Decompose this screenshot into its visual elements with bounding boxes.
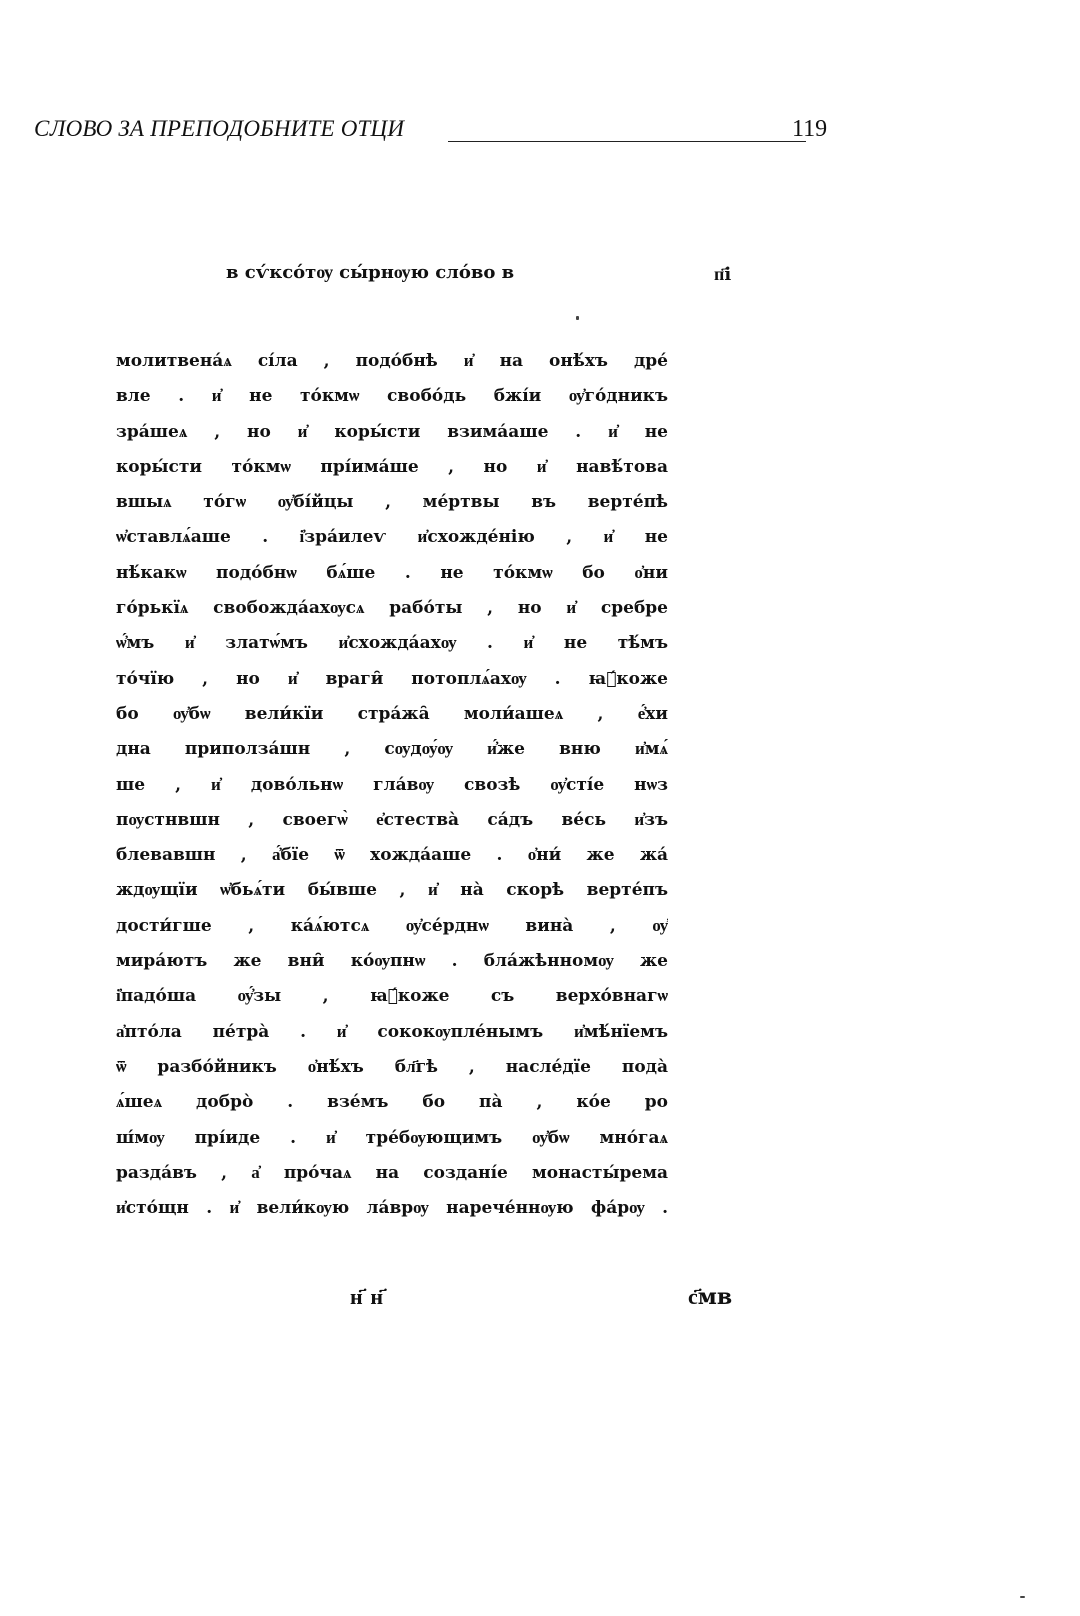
folio-header xyxy=(120,262,760,302)
text-line: дна приполза́шн , сѹдѹ́ѹ и҆́же вню и҆мѧ́ xyxy=(116,739,668,760)
text-line: і҆падо́ша ѹ҆́зы , ꙗ҆́коже съ верхо́внагѡ xyxy=(116,986,668,1007)
running-head xyxy=(34,114,834,154)
text-line: вле . и҆ не то́кмѡ свобо́дь бжі́и ѹ҆го́дникъ xyxy=(116,386,668,407)
text-line: пѹстнвшн , своегѡ̀ е҆стества̀ са́дъ ве́сь и҆зъ xyxy=(116,809,668,830)
text-line: бо ѹ҆бѡ вели́кїи стра́жа̑ моли́ашеѧ , е҆́хи xyxy=(116,703,668,724)
signature-left: н҃ н҃ xyxy=(350,1284,384,1310)
text-line: нѣ́какѡ подо́бнѡ бѧ́ше . не то́кмѡ бо о҆ни xyxy=(116,562,668,583)
text-line: ѿ разбо́йникъ о҆нѣ́хъ бл҃гѣ , насле́дїе пода̀ xyxy=(116,1056,668,1077)
text-line: зра́шеѧ , но и҆ коры́сти взима́аше . и҆ не xyxy=(116,421,668,442)
text-line: а҆пто́ла пе́тра̀ . и҆ сококѹпле́нымъ и҆мѣ́нїемъ xyxy=(116,1021,668,1042)
text-line: дости́гше , ка́ѧ́ютсѧ ѹ҆се́рднѡ вина̀ , ѹ҆ xyxy=(116,915,668,936)
text-line: разда́въ , а҆ про́чаѧ на создані́е монасты́рема xyxy=(116,1162,668,1183)
text-line: ждѹщїи ѡ҆бьѧ́ти бы́вше , и҆ на̀ скорѣ верте́пъ xyxy=(116,880,668,901)
text-line: мира́ютъ же вни̑ ко́ѹпнѡ . бла́жѣнномѹ же xyxy=(116,951,668,972)
folio-number-mark: п҃і xyxy=(714,264,732,285)
running-head-title: СЛОВО ЗА ПРЕПОДОБНИТЕ ОТЦИ xyxy=(34,116,405,141)
text-line: го́рькїѧ свобожда́ахѹсѧ рабо́ты , но и҆ сребре xyxy=(116,598,668,619)
signature-right: с҃мв xyxy=(688,1284,733,1310)
text-line: ше , и҆ дово́льнѡ гла́вѹ свозѣ ѹ҆сті́е нѡз xyxy=(116,774,668,795)
text-line: коры́сти то́кмѡ прі́има́ше , но и҆ навѣ́това xyxy=(116,456,668,477)
text-line: молитвена́ѧ сі́ла , подо́бнѣ и҆ на онѣ́хъ дре́ xyxy=(116,351,668,371)
scan-speck xyxy=(576,316,579,320)
text-line: ѡ҆́мъ и҆ златѡ́мъ и҆схожда́ахѹ . и҆ не тѣ́мъ xyxy=(116,633,668,654)
slavonic-text-block xyxy=(116,344,668,1226)
text-line: и҆сто́щн . и҆ вели́кѹю ла́врѹ нарече́ннѹю фа́рѹ . xyxy=(116,1198,668,1219)
text-line: вшыѧ то́гѡ ѹ҆бі́йцы , ме́ртвы въ верте́пѣ xyxy=(116,492,668,513)
running-head-rule xyxy=(448,141,806,142)
text-line: ѧ́шеѧ добро̀ . взе́мъ бо па̀ , ко́е ро xyxy=(116,1092,668,1113)
text-line: то́чїю , но и҆ враги̑ потоплѧ́ахѹ . ꙗ҆́коже xyxy=(116,668,668,689)
scan-speck xyxy=(1020,1596,1025,1598)
page-number: 119 xyxy=(792,116,828,142)
text-line: блевавшн , а҆́бїе ѿ хожда́аше . о҆ни́ же жа́ xyxy=(116,845,668,866)
text-line: ш́мѹ прі́иде . и҆ тре́бѹющимъ ѹ҆бѡ мно́гаѧ xyxy=(116,1127,668,1148)
folio-title: в сѵ́ксо́тѹ сы́рнѹю сло́во в xyxy=(226,262,515,283)
signature-marks xyxy=(120,1284,760,1324)
text-line: ѡ҆ставлѧ́аше . і҆зра́илеѵ и҆схожде́нію , и҆ не xyxy=(116,527,668,548)
